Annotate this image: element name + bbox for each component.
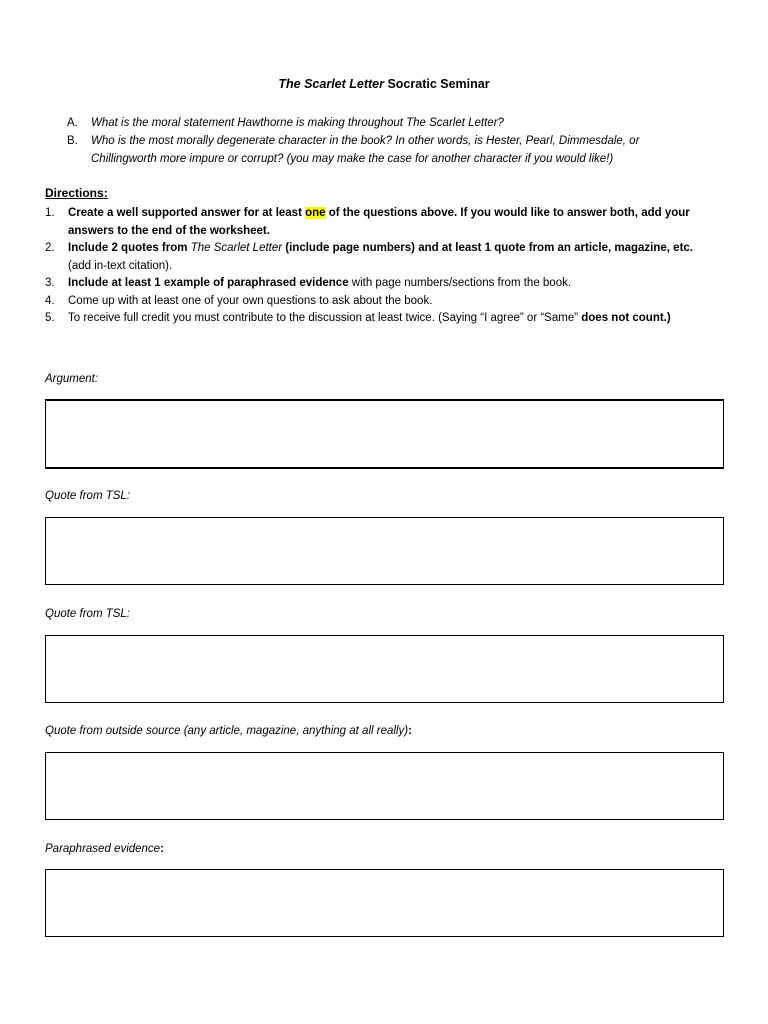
direction-text: (add in-text citation). [68, 259, 173, 272]
field-label-colon: : [408, 725, 412, 737]
direction-item [45, 293, 715, 311]
field-label-text: Quote from outside source (any article, magazine, anything at all really) [45, 725, 409, 737]
direction-highlight: one [305, 207, 326, 219]
question-item [67, 114, 707, 132]
direction-text: of the questions above. If you would like to answer both, add your answers to the end of the worksheet. [68, 207, 690, 237]
direction-number: 4. [45, 294, 55, 307]
direction-book-title: The Scarlet Letter [190, 242, 283, 254]
paraphrased-evidence-answer-box[interactable] [45, 869, 724, 937]
argument-answer-box[interactable] [45, 399, 724, 469]
field-label-text: Paraphrased evidence [45, 843, 161, 855]
quote-tsl-answer-box-1[interactable] [45, 517, 724, 585]
field-label-colon: : [160, 843, 164, 855]
direction-number: 2. [45, 242, 55, 254]
question-marker: A. [67, 117, 78, 129]
direction-number: 1. [45, 207, 55, 219]
title-italic: The Scarlet Letter [278, 77, 384, 91]
direction-text: Come up with at least one of your own questions to ask about the book. [68, 294, 433, 307]
direction-text: Include 2 quotes from [68, 242, 191, 254]
direction-text: Include at least 1 example of paraphrased evidence [68, 277, 349, 289]
question-list [67, 114, 707, 168]
directions-list [45, 205, 715, 328]
quote-tsl-answer-box-2[interactable] [45, 635, 724, 703]
direction-item [45, 240, 715, 275]
page-title [0, 77, 768, 91]
field-label-text: Quote from TSL: [45, 608, 131, 620]
direction-number: 3. [45, 277, 55, 289]
question-text: What is the moral statement Hawthorne is making throughout The Scarlet Letter? [91, 117, 504, 129]
direction-text: does not count.) [578, 312, 671, 324]
field-label-text: Argument: [45, 373, 99, 385]
title-rest: Socratic Seminar [383, 77, 490, 91]
direction-item [45, 205, 715, 240]
paraphrased-evidence-label [45, 843, 164, 855]
direction-text: Create a well supported answer for at least [68, 207, 306, 219]
quote-tsl-label-1 [45, 490, 130, 502]
direction-text: To receive full credit you must contribute to the discussion at least twice. (Saying “I agree” or “Same” [68, 312, 579, 324]
direction-text: (include page numbers) and at least 1 quote from an article, magazine, etc. [282, 242, 693, 254]
question-marker: B. [67, 135, 78, 147]
question-text: Who is the most morally degenerate character in the book? In other words, is Hester, Pearl, Dimmesdale, or Chillingworth more impure or corrupt? (you may make the case for another character if you would like!) [91, 135, 640, 165]
field-label-text: Quote from TSL: [45, 490, 131, 502]
directions-heading [45, 186, 108, 200]
argument-label [45, 373, 98, 385]
outside-source-answer-box[interactable] [45, 752, 724, 820]
question-item [67, 132, 707, 168]
outside-source-label [45, 725, 412, 737]
direction-text: with page numbers/sections from the book. [348, 277, 572, 289]
direction-number: 5. [45, 312, 55, 324]
direction-item [45, 310, 715, 328]
direction-item [45, 275, 715, 293]
quote-tsl-label-2 [45, 608, 130, 620]
directions-heading-colon: : [103, 186, 108, 200]
directions-heading-text: Directions [45, 186, 104, 200]
